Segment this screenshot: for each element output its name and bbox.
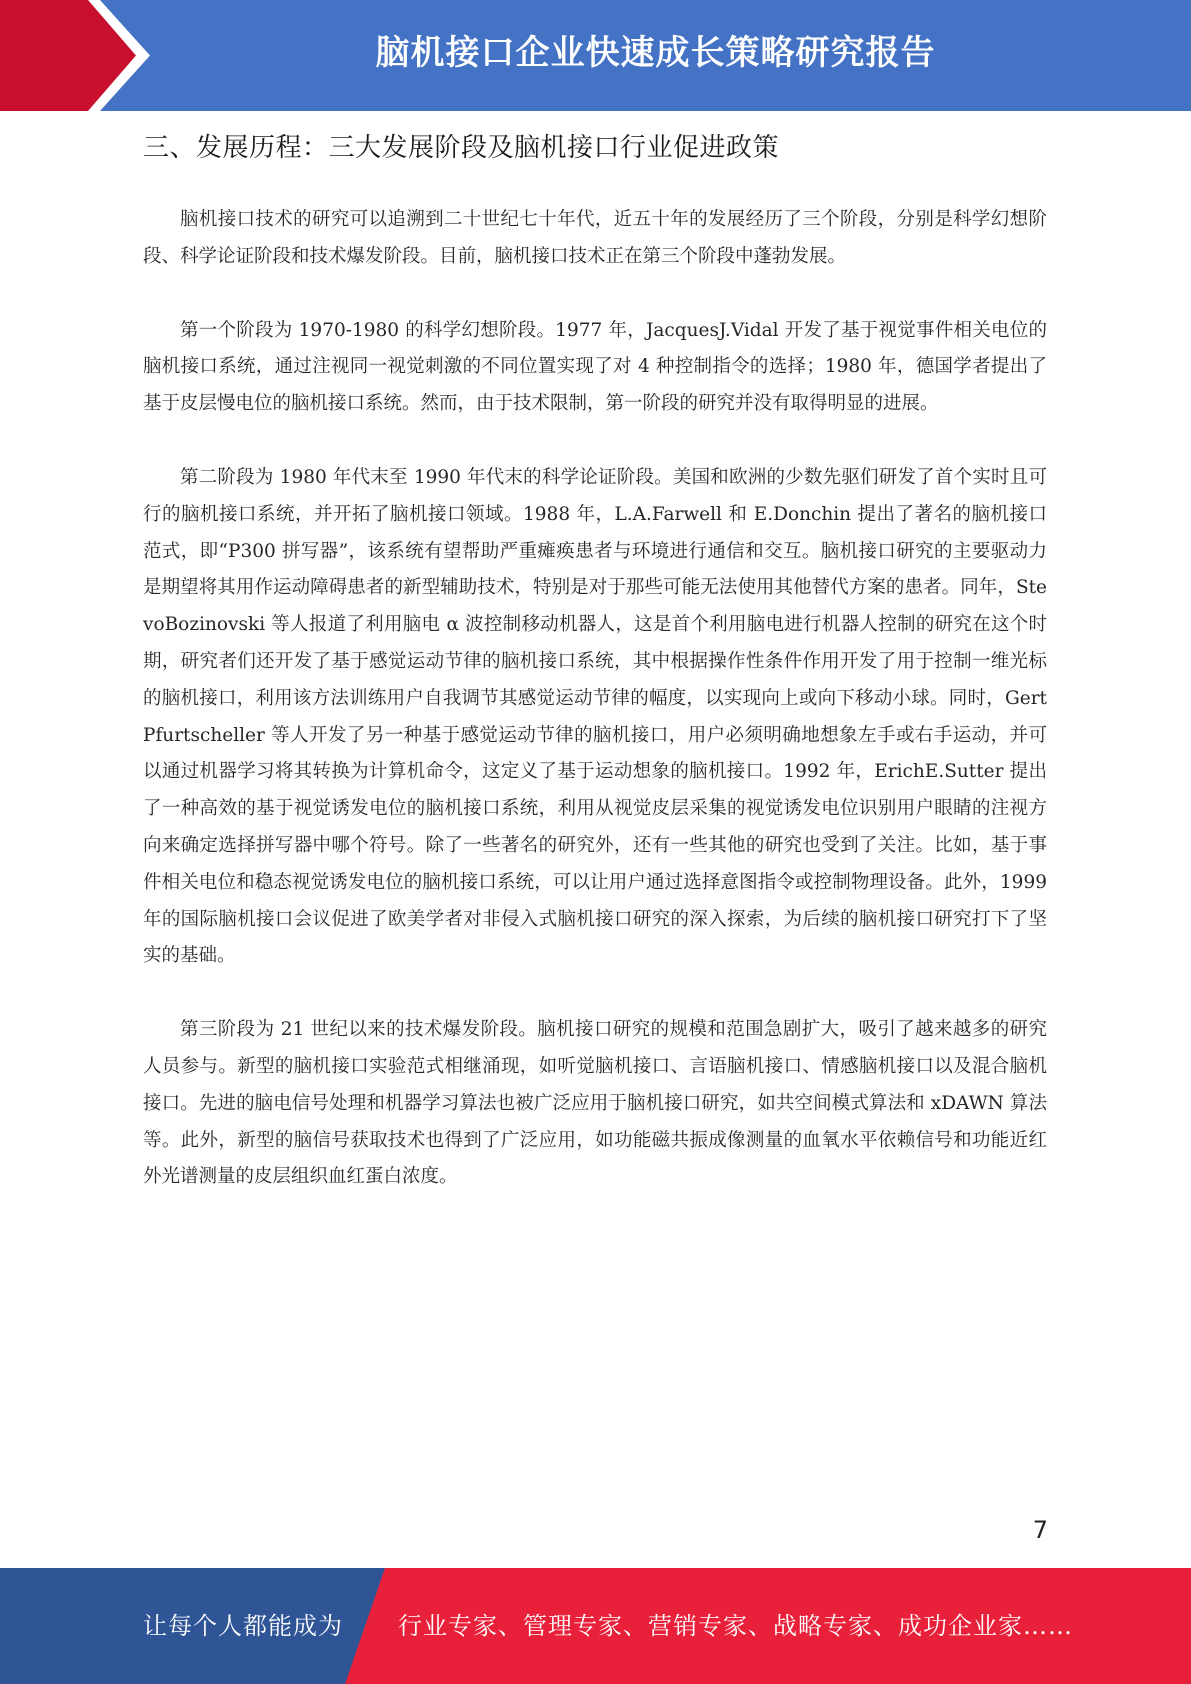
page-footer bbox=[0, 1568, 1191, 1684]
chevron-red-fill bbox=[0, 0, 136, 111]
footer-slogan-lead: 让每个人都能成为 bbox=[143, 1612, 343, 1640]
paragraph-stage-three: 第三阶段为 21 世纪以来的技术爆发阶段。脑机接口研究的规模和范围急剧扩大，吸引了越来越多的研究人员参与。新型的脑机接口实验范式相继涌现，如听觉脑机接口、言语脑机接口、情感脑机接口以及混合脑机接口。先进的脑电信号处理和机器学习算法也被广泛应用于脑机接口研究，如共空间模式算法和 xDAWN 算法等。此外，新型的脑信号获取技术也得到了广泛应用，如功能磁共振成像测量的血氧水平依赖信号和功能近红外光谱测量的皮层组织血红蛋白浓度。 bbox=[143, 1019, 1047, 1188]
footer-slogan-roles: 行业专家、管理专家、营销专家、战略专家、成功企业家…… bbox=[398, 1612, 1073, 1640]
header-chevron-graphic bbox=[0, 0, 160, 111]
paragraph-stage-two: 第二阶段为 1980 年代末至 1990 年代末的科学论证阶段。美国和欧洲的少数先驱们研发了首个实时且可行的脑机接口系统，并开拓了脑机接口领域。1988 年，L.A.Farwell 和 E.Donchin 提出了著名的脑机接口范式，即“P300 拼写器”，该系统有望帮助严重瘫痪患者与环境进行通信和交互。脑机接口研究的主要驱动力是期望将其用作运动障碍患者的新型辅助技术，特别是对于那些可能无法使用其他替代方案的患者。同年，StevoBozinovski 等人报道了利用脑电 α 波控制移动机器人，这是首个利用脑电进行机器人控制的研究在这个时期，研究者们还开发了基于感觉运动节律的脑机接口系统，其中根据操作性条件作用开发了用于控制一维光标的脑机接口，利用该方法训练用户自我调节其感觉运动节律的幅度，以实现向上或向下移动小球。同时，GertPfurtscheller 等人开发了另一种基于感觉运动节律的脑机接口，用户必须明确地想象左手或右手运动，并可以通过机器学习将其转换为计算机命令，这定义了基于运动想象的脑机接口。1992 年，ErichE.Sutter 提出了一种高效的基于视觉诱发电位的脑机接口系统，利用从视觉皮层采集的视觉诱发电位识别用户眼睛的注视方向来确定选择拼写器中哪个符号。除了一些著名的研究外，还有一些其他的研究也受到了关注。比如，基于事件相关电位和稳态视觉诱发电位的脑机接口系统，可以让用户通过选择意图指令或控制物理设备。此外，1999 年的国际脑机接口会议促进了欧美学者对非侵入式脑机接口研究的深入探索，为后续的脑机接口研究打下了坚实的基础。 bbox=[143, 466, 1047, 967]
page-content bbox=[143, 128, 1047, 1233]
report-title: 脑机接口企业快速成长策略研究报告 bbox=[375, 33, 936, 73]
page-header bbox=[0, 0, 1191, 111]
paragraph-stage-one: 第一个阶段为 1970-1980 的科学幻想阶段。1977 年，JacquesJ.Vidal 开发了基于视觉事件相关电位的脑机接口系统，通过注视同一视觉刺激的不同位置实现了对 4 种控制指令的选择；1980 年，德国学者提出了基于皮层慢电位的脑机接口系统。然而，由于技术限制，第一阶段的研究并没有取得明显的进展。 bbox=[143, 319, 1047, 415]
section-heading: 三、发展历程：三大发展阶段及脑机接口行业促进政策 bbox=[143, 133, 780, 163]
page-number: 7 bbox=[1032, 1516, 1048, 1544]
paragraph-overview: 脑机接口技术的研究可以追溯到二十世纪七十年代，近五十年的发展经历了三个阶段，分别是科学幻想阶段、科学论证阶段和技术爆发阶段。目前，脑机接口技术正在第三个阶段中蓬勃发展。 bbox=[143, 209, 1047, 267]
